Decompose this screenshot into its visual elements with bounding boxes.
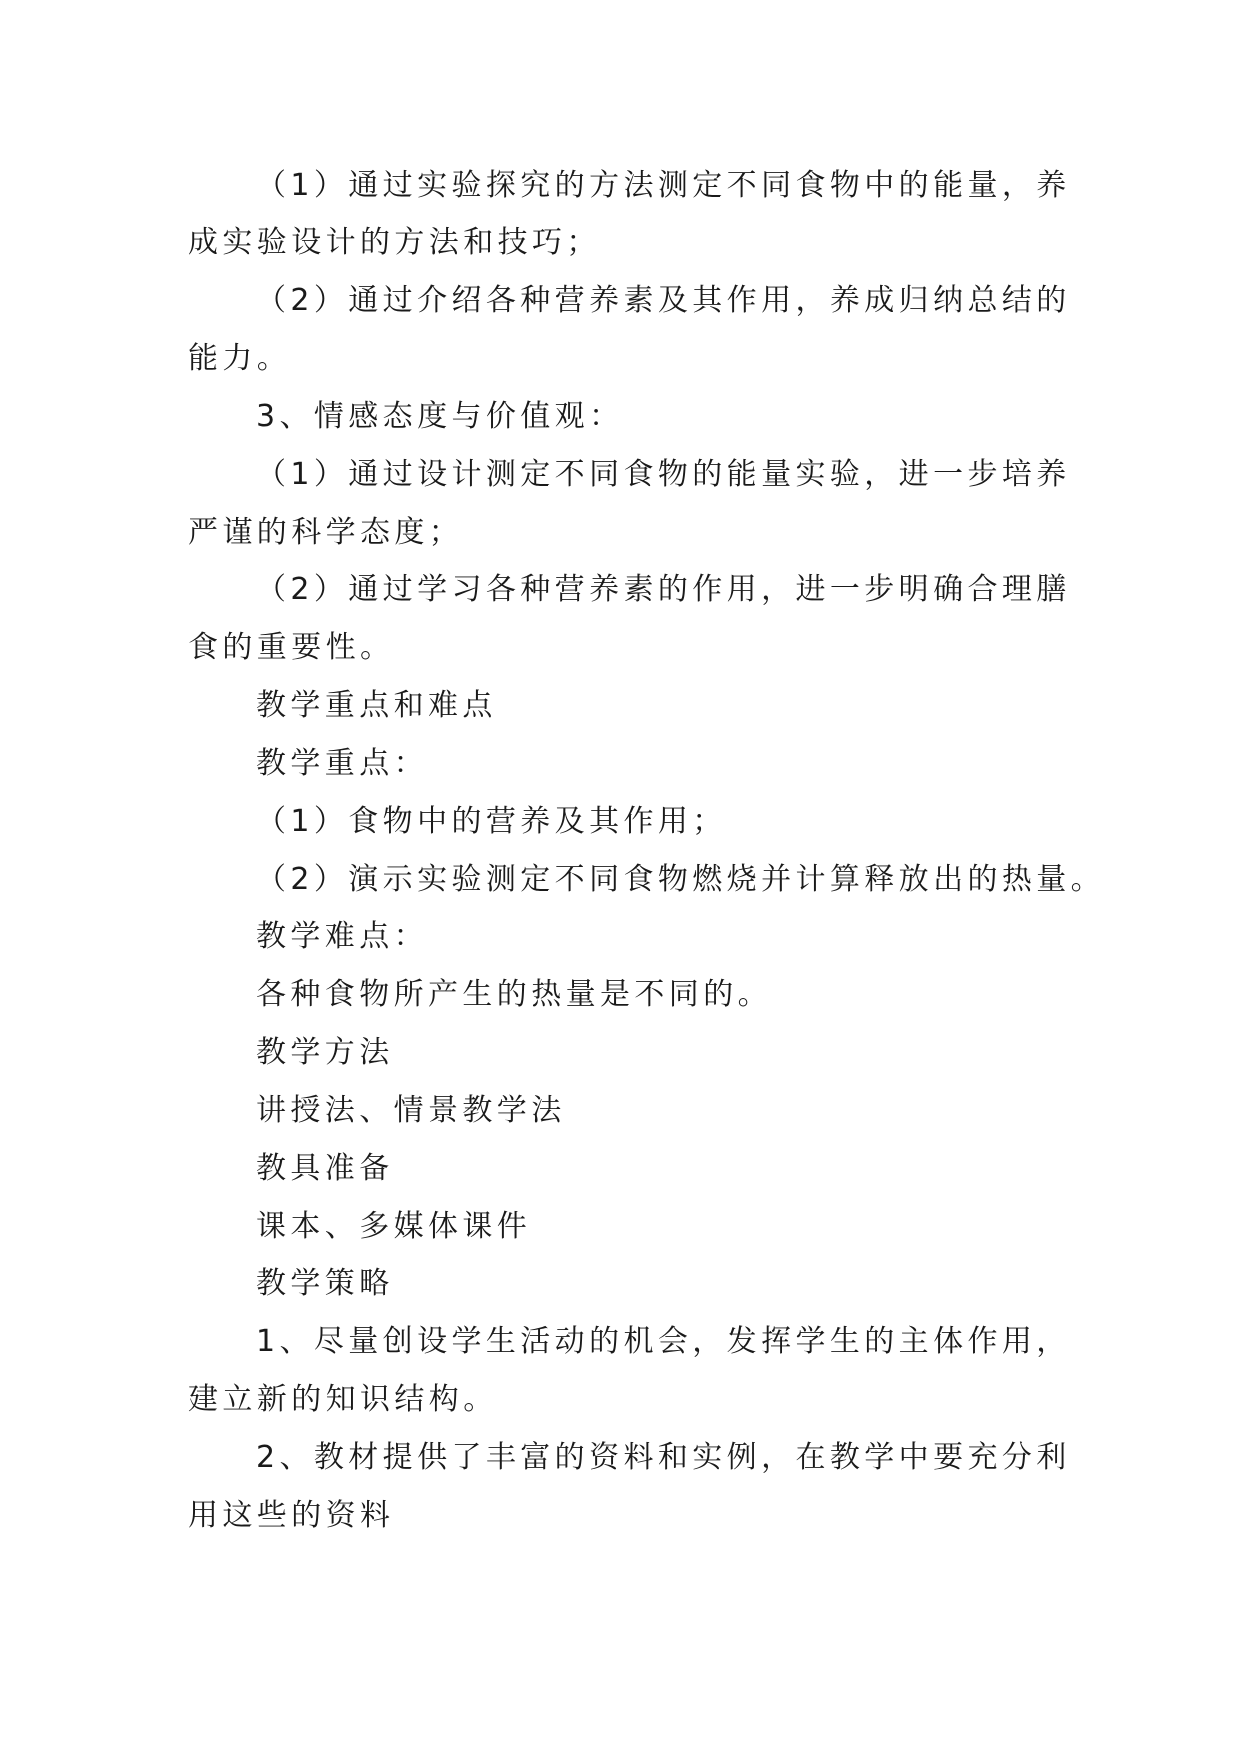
paragraph-line: 食的重要性。 [188, 630, 395, 665]
paragraph-line: 严谨的科学态度； [188, 515, 464, 550]
paragraph-line: 讲授法、情景教学法 [256, 1093, 566, 1128]
paragraph-line: 建立新的知识结构。 [188, 1382, 498, 1417]
section-heading: 教具准备 [256, 1151, 394, 1186]
paragraph-line: 课本、多媒体课件 [256, 1209, 532, 1244]
list-item: （2）演示实验测定不同食物燃烧并计算释放出的热量。 [256, 862, 1106, 897]
section-heading: 3、情感态度与价值观： [256, 399, 624, 434]
section-heading: 教学重点： [256, 746, 428, 781]
paragraph-line: 各种食物所产生的热量是不同的。 [256, 977, 772, 1012]
paragraph-line: 2、教材提供了丰富的资料和实例，在教学中要充分利 [256, 1440, 1071, 1475]
section-heading: 教学策略 [256, 1266, 394, 1301]
paragraph-line: （1）通过设计测定不同食物的能量实验，进一步培养 [256, 457, 1071, 492]
paragraph-line: 成实验设计的方法和技巧； [188, 225, 601, 260]
paragraph-line: 1、尽量创设学生活动的机会，发挥学生的主体作用， [256, 1324, 1071, 1359]
section-heading: 教学难点： [256, 919, 428, 954]
paragraph-line: （2）通过学习各种营养素的作用，进一步明确合理膳 [256, 572, 1071, 607]
paragraph-line: 用这些的资料 [188, 1498, 395, 1533]
paragraph-line: 能力。 [188, 341, 292, 376]
paragraph-line: （2）通过介绍各种营养素及其作用，养成归纳总结的 [256, 283, 1071, 318]
section-heading: 教学重点和难点 [256, 688, 497, 723]
section-heading: 教学方法 [256, 1035, 394, 1070]
list-item: （1）食物中的营养及其作用； [256, 804, 727, 839]
paragraph-line: （1）通过实验探究的方法测定不同食物中的能量，养 [256, 168, 1071, 203]
